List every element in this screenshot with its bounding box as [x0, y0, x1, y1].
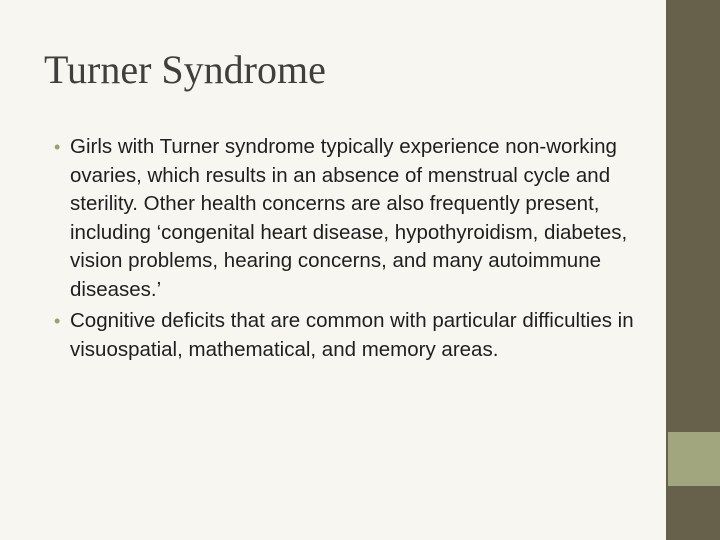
bullet-list — [54, 133, 639, 367]
slide-title: Turner Syndrome — [44, 47, 326, 92]
bullet-text: Girls with Turner syndrome typically experience non-working ovaries, which results in an absence of menstrual cycle and sterility. Other health concerns are also frequently present, including ‘congenital heart disease, hypothyroidism, diabetes, vision problems, hearing concerns, and many autoimmune diseases.’ — [70, 135, 628, 301]
bullet-item-2 — [54, 307, 639, 364]
bullet-text: Cognitive deficits that are common with particular difficulties in visuospatial, mathematical, and memory areas. — [70, 309, 634, 361]
side-bar-accent-block — [668, 432, 720, 486]
bullet-item-1 — [54, 133, 639, 304]
bullet-icon: • — [54, 137, 61, 157]
bullet-icon: • — [54, 311, 61, 331]
